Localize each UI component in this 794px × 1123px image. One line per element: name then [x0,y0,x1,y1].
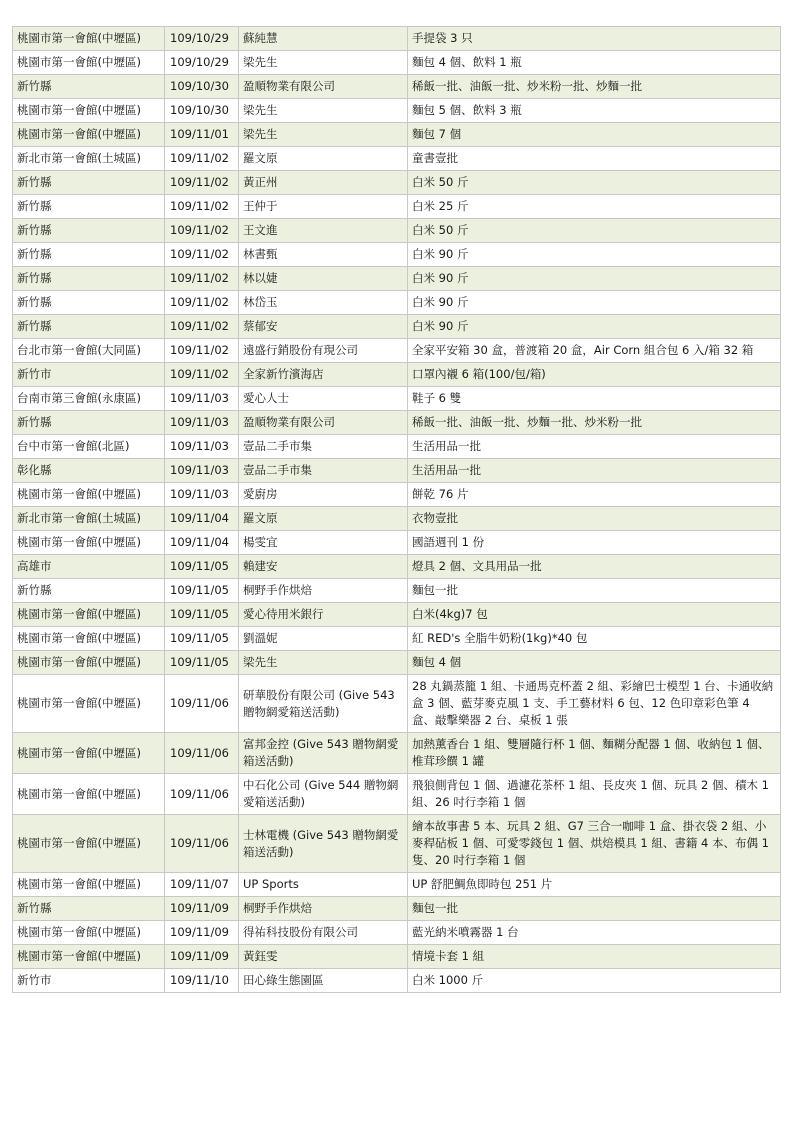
item-cell: 生活用品一批 [408,459,781,483]
item-cell: 麵包一批 [408,579,781,603]
donor-cell: 研華股份有限公司 (Give 543 贈物網愛箱送活動) [239,675,408,733]
item-cell: 麵包 5 個、飲料 3 瓶 [408,99,781,123]
item-cell: 衣物壹批 [408,507,781,531]
venue-cell: 高雄市 [13,555,165,579]
venue-cell: 新竹縣 [13,579,165,603]
table-row [13,507,781,531]
donor-cell: 梁先生 [239,51,408,75]
table-row [13,387,781,411]
donor-cell: 愛心人士 [239,387,408,411]
venue-cell: 新竹市 [13,363,165,387]
date-cell: 109/11/03 [165,435,239,459]
item-cell: 情境卡套 1 組 [408,945,781,969]
venue-cell: 新竹市 [13,969,165,993]
table-row [13,99,781,123]
venue-cell: 新竹縣 [13,267,165,291]
donor-cell: 梁先生 [239,99,408,123]
date-cell: 109/10/30 [165,75,239,99]
venue-cell: 新竹縣 [13,195,165,219]
donor-cell: 蔡郁安 [239,315,408,339]
date-cell: 109/11/02 [165,195,239,219]
donor-cell: 得祐科技股份有限公司 [239,921,408,945]
item-cell: 28 丸鍋蒸籠 1 組、卡通馬克杯蓋 2 組、彩繪巴士模型 1 台、卡通收納盒 3 個、藍芽麥克風 1 支、手工藝材料 6 包、12 色印章彩色筆 4 盒、敲擊樂器 2 台、桌板 1 張 [408,675,781,733]
venue-cell: 台中市第一會館(北區) [13,435,165,459]
venue-cell: 新竹縣 [13,171,165,195]
item-cell: 鞋子 6 雙 [408,387,781,411]
date-cell: 109/11/05 [165,555,239,579]
donor-cell: 黃正州 [239,171,408,195]
date-cell: 109/10/29 [165,51,239,75]
donor-cell: 蘇純慧 [239,27,408,51]
item-cell: 燈具 2 個、文具用品一批 [408,555,781,579]
donor-cell: 愛廚房 [239,483,408,507]
table-row [13,603,781,627]
date-cell: 109/11/07 [165,873,239,897]
item-cell: 麵包 4 個、飲料 1 瓶 [408,51,781,75]
donor-cell: 劉溫妮 [239,627,408,651]
donor-cell: 黃鈺雯 [239,945,408,969]
donor-cell: 田心綠生態園區 [239,969,408,993]
table-row [13,627,781,651]
donor-cell: 士林電機 (Give 543 贈物網愛箱送活動) [239,815,408,873]
item-cell: 手提袋 3 只 [408,27,781,51]
date-cell: 109/11/03 [165,483,239,507]
donation-table [12,26,781,993]
table-row [13,897,781,921]
date-cell: 109/11/02 [165,243,239,267]
date-cell: 109/10/29 [165,27,239,51]
date-cell: 109/11/02 [165,219,239,243]
table-row [13,459,781,483]
item-cell: 麵包 4 個 [408,651,781,675]
venue-cell: 桃園市第一會館(中壢區) [13,675,165,733]
date-cell: 109/11/09 [165,897,239,921]
venue-cell: 桃園市第一會館(中壢區) [13,733,165,774]
table-row [13,531,781,555]
table-row [13,921,781,945]
item-cell: 加熱薰香台 1 組、雙層隨行杯 1 個、麵糊分配器 1 個、收納包 1 個、椎茸珍饌 1 罐 [408,733,781,774]
table-row [13,435,781,459]
date-cell: 109/11/02 [165,363,239,387]
item-cell: 全家平安箱 30 盒，普渡箱 20 盒，Air Corn 組合包 6 入/箱 32 箱 [408,339,781,363]
table-row [13,171,781,195]
table-row [13,219,781,243]
table-row [13,243,781,267]
item-cell: 藍光納米噴霧器 1 台 [408,921,781,945]
item-cell: 繪本故事書 5 本、玩具 2 組、G7 三合一咖啡 1 盒、掛衣袋 2 組、小麥稈砧板 1 個、可愛零錢包 1 個、烘焙模具 1 組、書籍 4 本、布偶 1 隻、20 吋行李箱 1 個 [408,815,781,873]
donor-cell: 賴建安 [239,555,408,579]
table-row [13,315,781,339]
date-cell: 109/10/30 [165,99,239,123]
table-row [13,339,781,363]
venue-cell: 新竹縣 [13,315,165,339]
item-cell: 白米 90 斤 [408,243,781,267]
date-cell: 109/11/02 [165,291,239,315]
item-cell: 飛狼側背包 1 個、過濾花茶杯 1 組、長皮夾 1 個、玩具 2 個、積木 1 組、26 吋行李箱 1 個 [408,774,781,815]
item-cell: 白米 90 斤 [408,291,781,315]
donor-cell: 王文進 [239,219,408,243]
table-row [13,75,781,99]
table-row [13,147,781,171]
date-cell: 109/11/05 [165,627,239,651]
venue-cell: 新竹縣 [13,219,165,243]
donor-cell: 梁先生 [239,651,408,675]
item-cell: 童書壹批 [408,147,781,171]
donor-cell: 楊雯宜 [239,531,408,555]
item-cell: 稀飯一批、油飯一批、炒米粉一批、炒麵一批 [408,75,781,99]
item-cell: 白米 50 斤 [408,171,781,195]
item-cell: 白米 1000 斤 [408,969,781,993]
donor-cell: UP Sports [239,873,408,897]
donor-cell: 林岱玉 [239,291,408,315]
date-cell: 109/11/02 [165,339,239,363]
table-row [13,651,781,675]
item-cell: 白米 90 斤 [408,267,781,291]
donor-cell: 羅文原 [239,507,408,531]
donor-cell: 桐野手作烘焙 [239,897,408,921]
table-row [13,123,781,147]
date-cell: 109/11/05 [165,579,239,603]
item-cell: 白米 50 斤 [408,219,781,243]
date-cell: 109/11/03 [165,459,239,483]
donor-cell: 羅文原 [239,147,408,171]
table-row [13,51,781,75]
donor-cell: 桐野手作烘焙 [239,579,408,603]
date-cell: 109/11/03 [165,411,239,435]
donor-cell: 中石化公司 (Give 544 贈物網愛箱送活動) [239,774,408,815]
table-row [13,291,781,315]
donation-table-body [13,27,781,993]
date-cell: 109/11/02 [165,147,239,171]
item-cell: 口罩內襯 6 箱(100/包/箱) [408,363,781,387]
table-row [13,195,781,219]
venue-cell: 桃園市第一會館(中壢區) [13,483,165,507]
date-cell: 109/11/09 [165,945,239,969]
venue-cell: 台北市第一會館(大同區) [13,339,165,363]
table-row [13,579,781,603]
item-cell: 白米 90 斤 [408,315,781,339]
item-cell: 白米(4kg)7 包 [408,603,781,627]
item-cell: 稀飯一批、油飯一批、炒麵一批、炒米粉一批 [408,411,781,435]
item-cell: 生活用品一批 [408,435,781,459]
table-row [13,363,781,387]
table-row [13,27,781,51]
table-row [13,969,781,993]
donor-cell: 遠盛行銷股份有現公司 [239,339,408,363]
donor-cell: 壹品二手市集 [239,459,408,483]
table-row [13,945,781,969]
donor-cell: 梁先生 [239,123,408,147]
venue-cell: 桃園市第一會館(中壢區) [13,815,165,873]
item-cell: 麵包 7 個 [408,123,781,147]
venue-cell: 桃園市第一會館(中壢區) [13,27,165,51]
table-row [13,675,781,733]
table-row [13,873,781,897]
venue-cell: 彰化縣 [13,459,165,483]
item-cell: 紅 RED's 全脂牛奶粉(1kg)*40 包 [408,627,781,651]
donor-cell: 林書甄 [239,243,408,267]
donor-cell: 王仲于 [239,195,408,219]
date-cell: 109/11/02 [165,315,239,339]
donor-cell: 盈順物業有限公司 [239,75,408,99]
date-cell: 109/11/05 [165,603,239,627]
table-row [13,733,781,774]
date-cell: 109/11/04 [165,507,239,531]
venue-cell: 新竹縣 [13,75,165,99]
table-row [13,815,781,873]
table-row [13,483,781,507]
donor-cell: 林以婕 [239,267,408,291]
venue-cell: 新北市第一會館(土城區) [13,147,165,171]
venue-cell: 新北市第一會館(土城區) [13,507,165,531]
venue-cell: 桃園市第一會館(中壢區) [13,603,165,627]
venue-cell: 桃園市第一會館(中壢區) [13,99,165,123]
item-cell: 麵包一批 [408,897,781,921]
date-cell: 109/11/02 [165,267,239,291]
date-cell: 109/11/02 [165,171,239,195]
date-cell: 109/11/06 [165,733,239,774]
venue-cell: 桃園市第一會館(中壢區) [13,51,165,75]
date-cell: 109/11/10 [165,969,239,993]
table-row [13,774,781,815]
venue-cell: 桃園市第一會館(中壢區) [13,651,165,675]
venue-cell: 桃園市第一會館(中壢區) [13,531,165,555]
venue-cell: 桃園市第一會館(中壢區) [13,921,165,945]
venue-cell: 桃園市第一會館(中壢區) [13,945,165,969]
venue-cell: 台南市第三會館(永康區) [13,387,165,411]
venue-cell: 桃園市第一會館(中壢區) [13,774,165,815]
item-cell: UP 舒肥鯛魚即時包 251 片 [408,873,781,897]
venue-cell: 新竹縣 [13,243,165,267]
date-cell: 109/11/05 [165,651,239,675]
table-row [13,555,781,579]
date-cell: 109/11/06 [165,815,239,873]
date-cell: 109/11/03 [165,387,239,411]
date-cell: 109/11/06 [165,774,239,815]
donor-cell: 壹品二手市集 [239,435,408,459]
venue-cell: 桃園市第一會館(中壢區) [13,627,165,651]
date-cell: 109/11/09 [165,921,239,945]
donor-cell: 盈順物業有限公司 [239,411,408,435]
date-cell: 109/11/06 [165,675,239,733]
item-cell: 國語週刊 1 份 [408,531,781,555]
venue-cell: 桃園市第一會館(中壢區) [13,873,165,897]
donor-cell: 富邦金控 (Give 543 贈物網愛箱送活動) [239,733,408,774]
table-row [13,411,781,435]
table-row [13,267,781,291]
date-cell: 109/11/04 [165,531,239,555]
venue-cell: 新竹縣 [13,897,165,921]
donor-cell: 愛心待用米銀行 [239,603,408,627]
venue-cell: 桃園市第一會館(中壢區) [13,123,165,147]
item-cell: 餅乾 76 片 [408,483,781,507]
venue-cell: 新竹縣 [13,411,165,435]
date-cell: 109/11/01 [165,123,239,147]
donor-cell: 全家新竹濱海店 [239,363,408,387]
item-cell: 白米 25 斤 [408,195,781,219]
venue-cell: 新竹縣 [13,291,165,315]
